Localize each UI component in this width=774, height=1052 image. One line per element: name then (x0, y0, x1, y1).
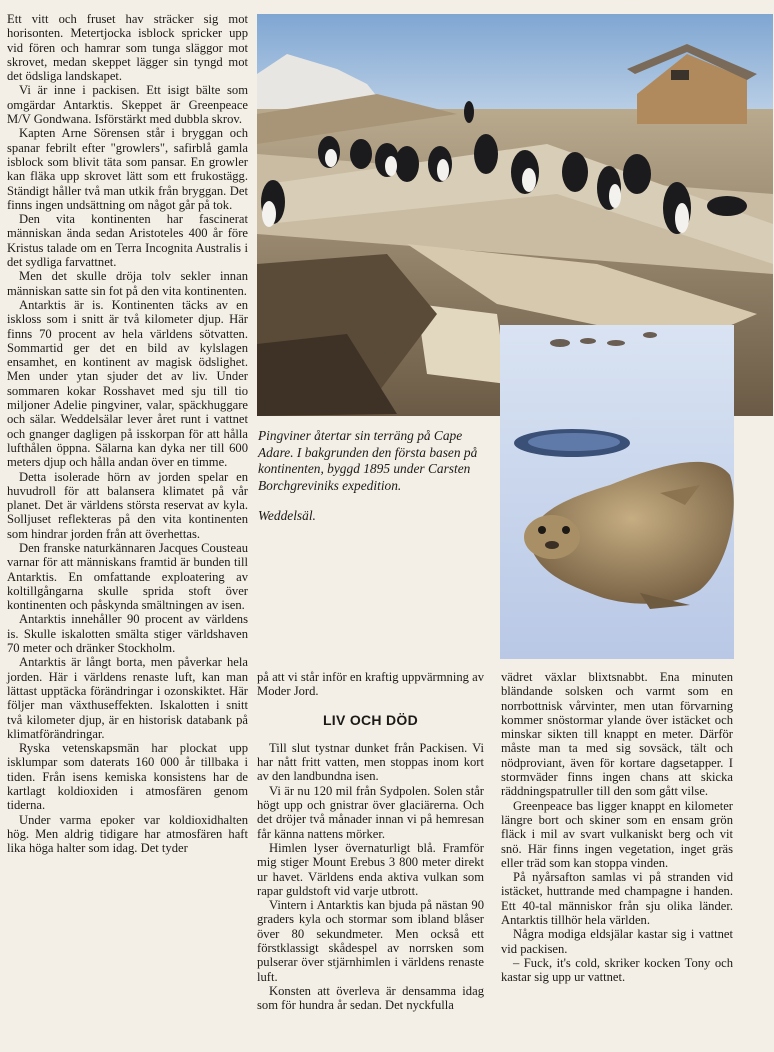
paragraph: Men det skulle dröja tolv sekler innan människan satte sin fot på den vita kontinenten. (7, 269, 248, 298)
paragraph: Vi är nu 120 mil från Sydpolen. Solen står högt upp och gnistrar över glaciärerna. Och det dröjer två månader innan vi på hemresan får känna nattens mörker. (257, 783, 484, 841)
paragraph: Antarktis är långt borta, men påverkar hela jorden. Här i världens renaste luft, kan man lättast upptäcka förändringar i ozonskiktet. Här följer man växthuseffekten. Iskalotten i snitt två kilometer djup, är en historisk databank på klimatförändringar. (7, 655, 248, 741)
paragraph: vädret växlar blixtsnabbt. Ena minuten bländande solsken och varmt som en norrbottnisk vårvinter, men utan förvarning kommer snöstormar ylande över istäcket och minskar sikten till knappt en meter. Därför måste man ta med sig sovsäck, tält och nödproviant, även för kortare dagsetapper. I stormväder finns ingen chans att skicka räddningspatruller till den som gått vilse. (501, 670, 733, 799)
section-heading: LIV OCH DÖD (322, 711, 419, 728)
article-column-1 (7, 12, 248, 856)
paragraph: Antarktis är is. Kontinenten täcks av en iskloss som i snitt är två kilometer djup. Här finns 70 procent av hela världens sötvatten. Sommartid ger det en bild av kylslagen ensamhet, en kontinent av magisk ödslighet. Men under ytan sjuder det av liv. Under sommaren kokar Rosshavet med sju till tio miljoner Adelie pingviner, valar, späckhuggare och sälar. Weddelsälar lever året runt i vattnet och gnanger dagligen på isskorpan för att hålla lufthålen öppna. Sälarna kan dyka ner till 600 meters djup och hålla andan över en timme. (7, 297, 248, 470)
paragraph: Under varma epoker var koldioxidhalten hög. Men aldrig tidigare har atmosfären haft lika höga halter som idag. Det tyder (7, 812, 248, 856)
paragraph: på att vi står inför en kraftig uppvärmning av Moder Jord. (257, 670, 484, 699)
paragraph: Detta isolerade hörn av jorden spelar en huvudroll för att balansera klimatet på vår planet. Det är världens största reservat av kyla. Solljuset reflekteras på den vita kontinenten som hindrar jorden från att överhettas. (7, 469, 248, 541)
paragraph: Några modiga eldsjälar kastar sig i vattnet vid packisen. (501, 927, 733, 956)
paragraph: Konsten att överleva är densamma idag som för hundra år sedan. Det nyckfulla (257, 983, 484, 1013)
paragraph: Kapten Arne Sörensen står i bryggan och spanar febrilt efter "growlers", safirblå gamla isblock som blivit täta som pansar. En growler kan fläka upp skrovet lätt som ett frukostägg. Ständigt håller två man utkik från bryggan. Det finns ingen undsättning om något går på tok. (7, 126, 248, 212)
paragraph: Till slut tystnar dunket från Packisen. Vi har nått fritt vatten, men stoppas inom kort av den landbundna isen. (257, 740, 484, 784)
weddell-seal-photo (500, 325, 734, 659)
paragraph: Ett vitt och fruset hav sträcker sig mot horisonten. Metertjocka isblock spricker upp vid fören och hamrar som tunga släggor mot skrovet, medan skeppet lägger sin tyngd mot det ödsliga landskapet. (7, 12, 248, 84)
paragraph: Den franske naturkännaren Jacques Cousteau varnar för att människans framtid är bunden till Antarktis. En omfattande exploatering av koltillgångarna skulle sprida stoft över kontinenten och påskynda smältningen av isen. (7, 540, 248, 613)
paragraph: Ryska vetenskapsmän har plockat upp isklumpar som daterats 160 000 år tillbaka i tiden. Från isens kemiska konsistens har de kartlagt koldioxiden i atmosfären genom tiderna. (7, 741, 248, 813)
penguins-caption: Pingviner återtar sin terräng på Cape Adare. I bakgrunden den första basen på kontinenten, byggd 1895 under Carsten Borchgreviniks expedition. (258, 428, 478, 493)
paragraph: Greenpeace bas ligger knappt en kilometer längre bort och skiner som en ensam grön fläck i mil av svart vulkaniskt berg och vit snö. Här finns ingen vegetation, inget gräs eller träd som kan stoppa vinden. (501, 798, 733, 870)
paragraph: Den vita kontinenten har fascinerat människan ända sedan Aristoteles 400 år före Kristus talade om en Terra Incognita Australis i det sydliga farvattnet. (7, 212, 248, 270)
article-column-3 (501, 670, 733, 985)
article-column-2 (257, 670, 484, 1013)
seal-caption: Weddelsäl. (258, 508, 316, 523)
paragraph: Vintern i Antarktis kan bjuda på nästan 90 graders kyla och stormar som ibland blåser över 80 sekundmeter. Men också ett förstklassigt skådespel av norrsken som pulserar över stjärnhimlen i världens renaste luft. (257, 898, 484, 984)
photo-captions (258, 428, 494, 525)
paragraph: Antarktis innehåller 90 procent av världens is. Skulle iskalotten smälta stiger världshaven 70 meter och dränker Stockholm. (7, 612, 248, 656)
paragraph: På nyårsafton samlas vi på stranden vid istäcket, huttrande med champagne i handen. Ett 40-tal människor från sju olika länder. Antarktis tillhör hela världen. (501, 870, 733, 928)
paragraph: Vi är inne i packisen. Ett isigt bälte som omgärdar Antarktis. Skeppet är Greenpeace M/V Gondwana. Isförstärkt med dubbla skrov. (7, 83, 248, 127)
paragraph: – Fuck, it's cold, skriker kocken Tony och kastar sig upp ur vattnet. (501, 955, 733, 985)
paragraph: Himlen lyser övernaturligt blå. Framför mig stiger Mount Erebus 3 800 meter direkt ur havet. Världens enda aktiva vulkan som rapar guldstoft vid varje utbrott. (257, 840, 484, 898)
